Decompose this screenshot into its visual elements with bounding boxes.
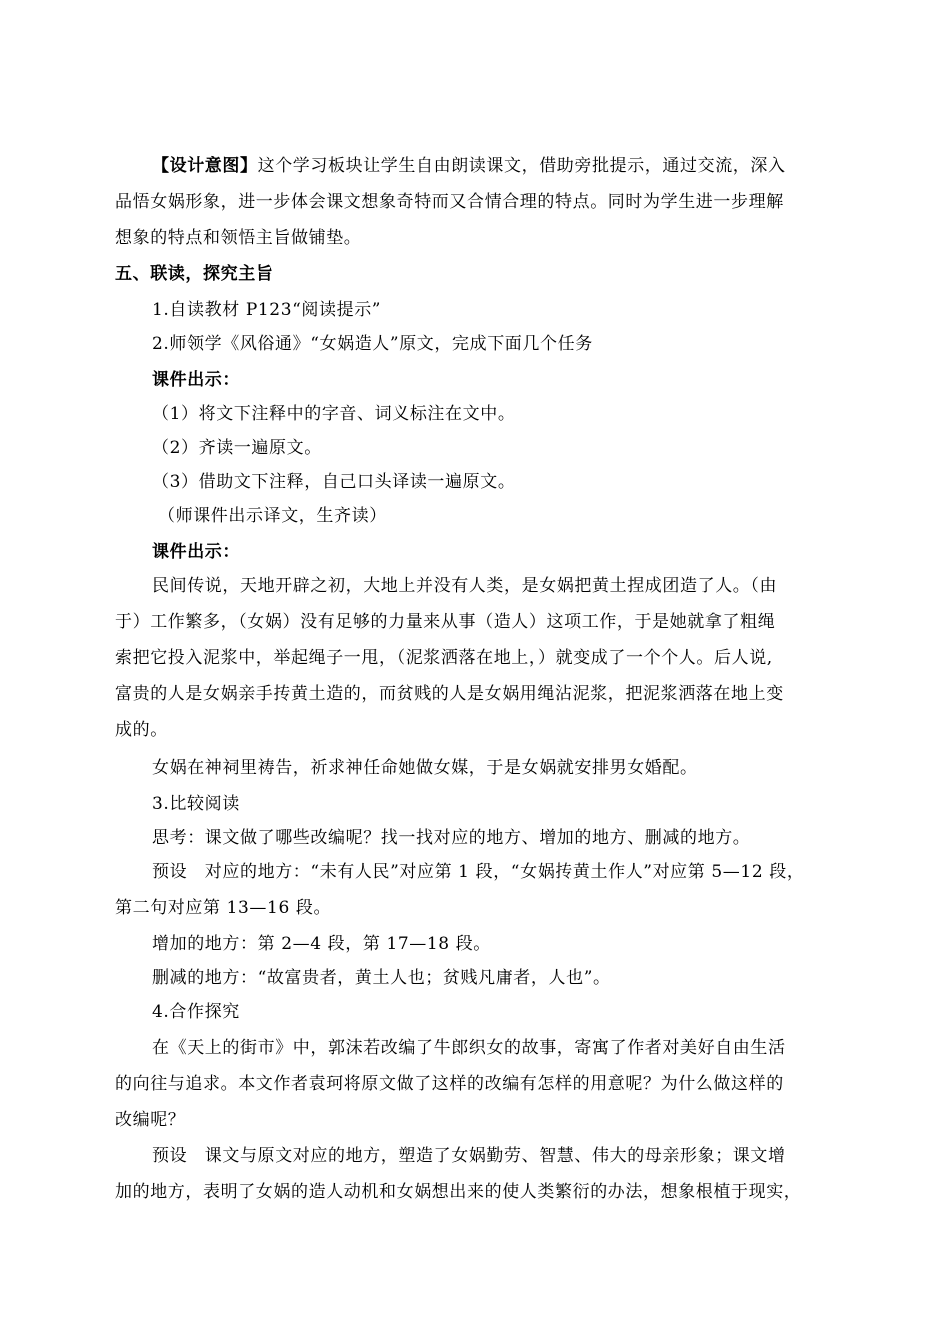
removed-parts: 删减的地方：“故富贵者，黄土人也；贫贱凡庸者，人也”。 <box>152 968 611 988</box>
design-intent-line-1 <box>152 154 786 178</box>
explore-line-1: 在《天上的街市》中，郭沫若改编了牛郎织女的故事，寄寓了作者对美好自由生活 <box>152 1038 786 1058</box>
explore-line-3: 改编呢？ <box>115 1110 186 1130</box>
teacher-note: （师课件出示译文，生齐读） <box>158 506 387 526</box>
task-3: （3）借助文下注释，自己口头译读一遍原文。 <box>152 472 516 492</box>
preset-2-line-2: 加的地方，表明了女娲的造人动机和女娲想出来的使人类繁衍的办法，想象根植于现实， <box>115 1182 802 1202</box>
think-question: 思考：课文做了哪些改编呢？找一找对应的地方、增加的地方、删减的地方。 <box>152 828 751 848</box>
design-intent-label: 【设计意图】 <box>152 156 258 176</box>
translation-line-5: 成的。 <box>115 720 168 740</box>
section-heading: 五、联读，探究主旨 <box>115 264 274 284</box>
list-item-1: 1.自读教材 P123“阅读提示” <box>152 300 382 320</box>
list-item-4: 4.合作探究 <box>152 1002 240 1022</box>
courseware-label-1: 课件出示： <box>152 370 240 390</box>
preset-1-line-2: 第二句对应第 13—16 段。 <box>115 898 332 918</box>
added-parts: 增加的地方：第 2—4 段，第 17—18 段。 <box>152 934 491 954</box>
design-intent-line-3: 想象的特点和领悟主旨做铺垫。 <box>115 228 362 248</box>
design-intent-text: 这个学习板块让学生自由朗读课文，借助旁批提示，通过交流，深入 <box>257 156 786 176</box>
translation-line-1: 民间传说，天地开辟之初，大地上并没有人类，是女娲把黄土捏成团造了人。（由 <box>152 576 778 596</box>
translation-line-3: 索把它投入泥浆中，举起绳子一甩，（泥浆洒落在地上，）就变成了一个个人。后人说, <box>115 648 773 668</box>
design-intent-line-2: 品悟女娲形象，进一步体会课文想象奇特而又合情合理的特点。同时为学生进一步理解 <box>115 192 784 212</box>
translation-line-4: 富贵的人是女娲亲手抟黄土造的，而贫贱的人是女娲用绳沾泥浆，把泥浆洒落在地上变 <box>115 684 784 704</box>
translation-paragraph-2: 女娲在神祠里祷告，祈求神任命她做女媒，于是女娲就安排男女婚配。 <box>152 758 698 778</box>
preset-2-line-1: 预设 课文与原文对应的地方，塑造了女娲勤劳、智慧、伟大的母亲形象；课文增 <box>152 1146 786 1166</box>
list-item-2: 2.师领学《风俗通》“女娲造人”原文，完成下面几个任务 <box>152 334 593 354</box>
preset-1-line-1: 预设 对应的地方：“未有人民”对应第 1 段，“女娲抟黄土作人”对应第 5—12 段， <box>152 862 805 882</box>
translation-line-2: 于）工作繁多，（女娲）没有足够的力量来从事（造人）这项工作，于是她就拿了粗绳 <box>115 612 776 632</box>
task-1: （1）将文下注释中的字音、词义标注在文中。 <box>152 404 516 424</box>
list-item-3: 3.比较阅读 <box>152 794 240 814</box>
explore-line-2: 的向往与追求。本文作者袁珂将原文做了这样的改编有怎样的用意呢？为什么做这样的 <box>115 1074 784 1094</box>
task-2: （2）齐读一遍原文。 <box>152 438 322 458</box>
courseware-label-2: 课件出示： <box>152 542 240 562</box>
